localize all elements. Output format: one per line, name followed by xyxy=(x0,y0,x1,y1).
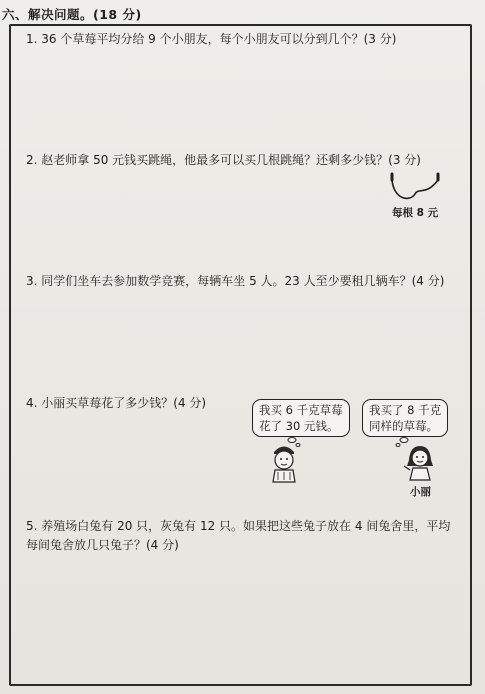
speech-bubble-right xyxy=(362,399,448,437)
question-2: 2. 赵老师拿 50 元钱买跳绳，他最多可以买几根跳绳？还剩多少钱？(3 分) xyxy=(26,153,421,167)
question-5-line2: 每间兔舍放几只兔子？(4 分) xyxy=(26,538,179,552)
speech-bubble-right-line1: 我买了 8 千克 xyxy=(369,403,442,417)
speech-bubble-left-line1: 我买 6 千克草莓 xyxy=(259,403,343,417)
section-title: 六、解决问题。(18 分) xyxy=(2,7,142,22)
speech-bubble-left xyxy=(252,399,350,437)
question-5-line1: 5. 养殖场白兔有 20 只，灰兔有 12 只。如果把这些兔子放在 4 间兔舍里，平均 xyxy=(26,519,451,533)
question-3: 3. 同学们坐车去参加数学竞赛，每辆车坐 5 人。23 人至少要租几辆车？(4 分) xyxy=(26,274,445,288)
girl-figure-icon xyxy=(400,440,440,484)
question-4: 4. 小丽买草莓花了多少钱？(4 分) xyxy=(26,396,207,410)
jump-rope-icon xyxy=(386,170,448,204)
question-frame xyxy=(9,24,472,686)
boy-figure-icon xyxy=(266,440,302,484)
rope-price-caption: 每根 8 元 xyxy=(392,207,439,219)
question-1: 1. 36 个草莓平均分给 9 个小朋友，每个小朋友可以分到几个？(3 分) xyxy=(26,32,397,46)
speech-bubble-left-line2: 花了 30 元钱。 xyxy=(259,419,339,433)
girl-name-label: 小丽 xyxy=(410,486,431,498)
speech-bubble-right-line2: 同样的草莓。 xyxy=(369,419,438,433)
